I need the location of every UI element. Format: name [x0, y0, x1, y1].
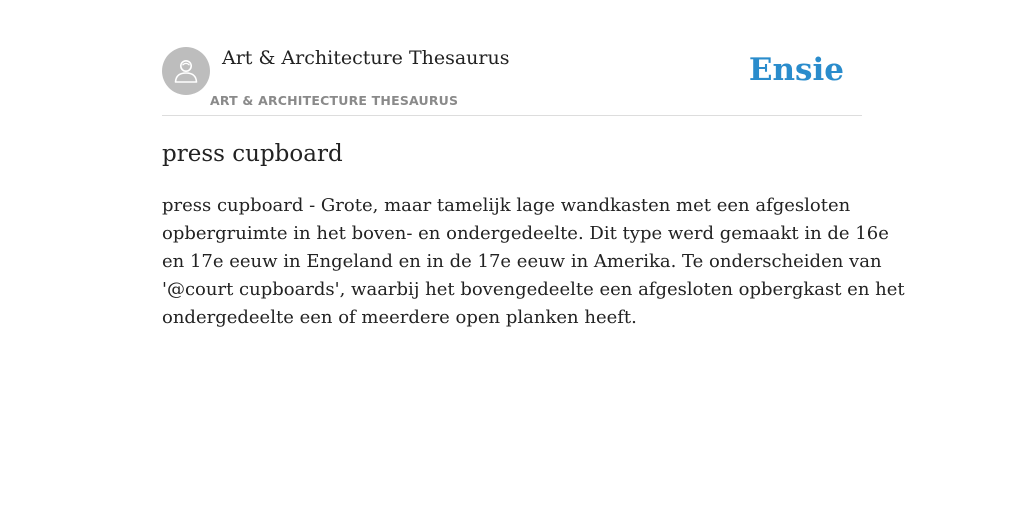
entry-header: [162, 0, 862, 116]
entry-body-line: '@court cupboards', waarbij het bovengedeelte een afgesloten opbergkast en het: [162, 279, 905, 300]
entry-body-line: ondergedeelte een of meerdere open planken heeft.: [162, 307, 637, 328]
entry-body: [162, 192, 905, 332]
avatar[interactable]: [162, 47, 210, 95]
entry-body-line: opbergruimte in het boven- en ondergedeelte. Dit type werd gemaakt in de 16e: [162, 223, 889, 244]
entry-body-line: en 17e eeuw in Engeland en in de 17e eeuw in Amerika. Te onderscheiden van: [162, 251, 882, 272]
source-label[interactable]: ART & ARCHITECTURE THESAURUS: [210, 93, 459, 108]
brand-logo[interactable]: Ensie: [748, 52, 844, 88]
user-silhouette-icon: [171, 56, 201, 86]
entry-body-line: press cupboard - Grote, maar tamelijk lage wandkasten met een afgesloten: [162, 195, 851, 216]
entry-card: [162, 0, 905, 512]
entry-title: press cupboard: [162, 141, 343, 167]
author-name[interactable]: Art & Architecture Thesaurus: [222, 47, 510, 69]
